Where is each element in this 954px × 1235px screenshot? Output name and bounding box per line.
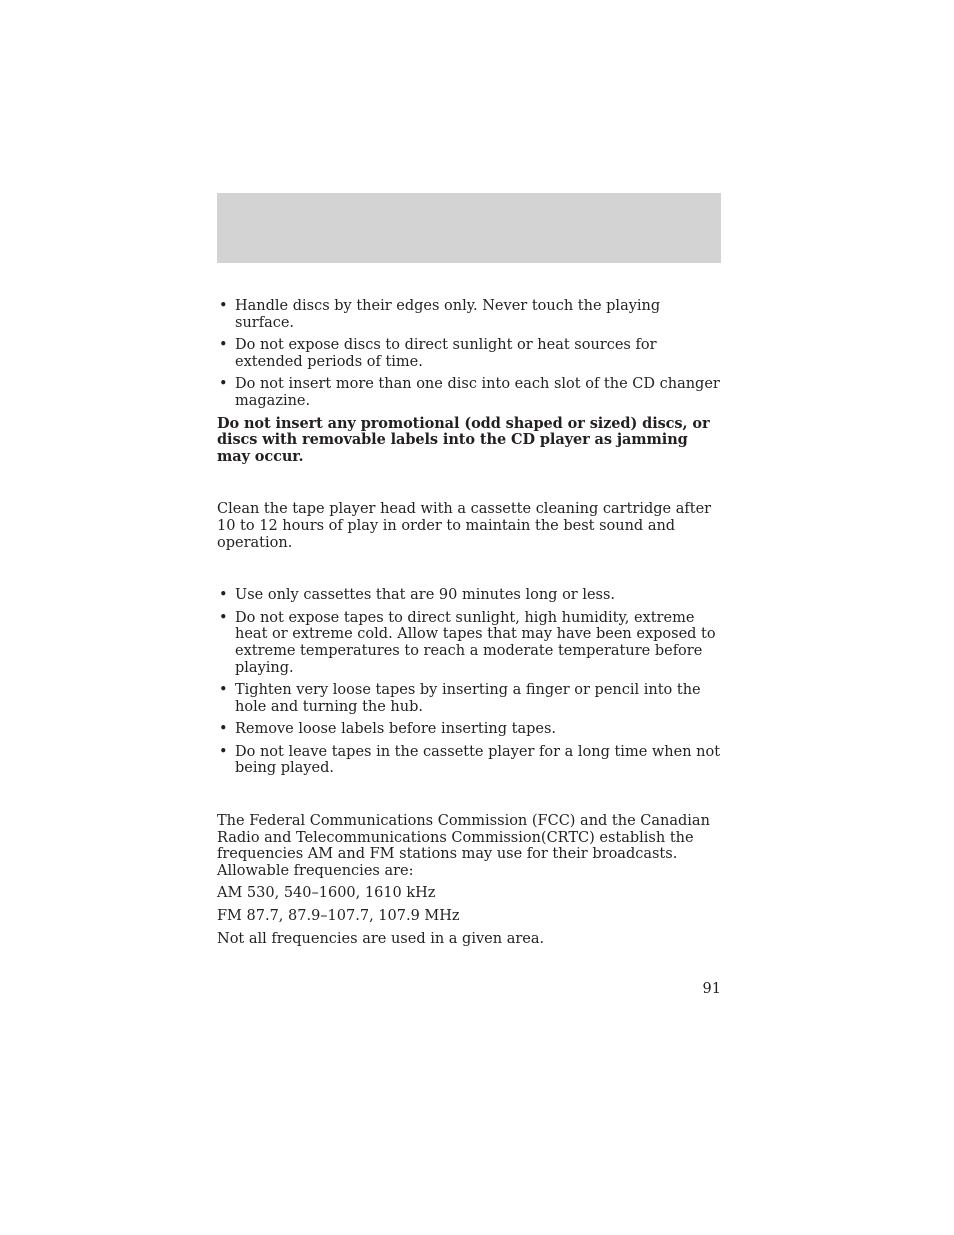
- list-item-text: Handle discs by their edges only. Never touch the playing surface.: [235, 298, 661, 331]
- cassette-care-list: [217, 587, 723, 777]
- cd-care-list: [217, 298, 723, 410]
- frequencies-intro: The Federal Communications Commission (FCC) and the Canadian Radio and Telecommunications Commission(CRTC) establish the frequencies AM and FM stations may use for their broadcasts. Allowable frequencies are:: [217, 813, 710, 879]
- frequencies-note: Not all frequencies are used in a given area.: [217, 930, 545, 947]
- bullet-glyph: •: [219, 743, 228, 760]
- cd-warning: Do not insert any promotional (odd shaped or sized) discs, or discs with removable labels into the CD player as jamming may occur.: [217, 414, 710, 465]
- list-item: [217, 721, 723, 738]
- page-content: [217, 298, 723, 953]
- list-item-text: Use only cassettes that are 90 minutes long or less.: [235, 587, 616, 604]
- list-item: [217, 744, 723, 777]
- am-frequencies: AM 530, 540–1600, 1610 kHz: [217, 885, 436, 902]
- list-item-text: Do not expose tapes to direct sunlight, high humidity, extreme heat or extreme cold. Allow tapes that may have been exposed to extreme temperatures to reach a moderate temperature before playing.: [235, 609, 716, 676]
- list-item: [217, 587, 723, 604]
- header-band: [217, 193, 721, 263]
- bullet-glyph: •: [219, 682, 228, 699]
- page-number: 91: [702, 981, 721, 997]
- list-item-text: Do not leave tapes in the cassette player for a long time when not being played.: [235, 743, 721, 777]
- fm-frequencies: FM 87.7, 87.9–107.7, 107.9 MHz: [217, 908, 460, 925]
- bullet-glyph: •: [219, 587, 228, 604]
- list-item-text: Tighten very loose tapes by inserting a finger or pencil into the hole and turning the hub.: [235, 682, 701, 715]
- list-item: [217, 337, 723, 370]
- bullet-glyph: •: [219, 298, 228, 314]
- list-item-text: Do not insert more than one disc into each slot of the CD changer magazine.: [235, 376, 720, 409]
- list-item: [217, 376, 723, 409]
- list-item: [217, 610, 723, 676]
- list-item: [217, 298, 723, 331]
- list-item: [217, 682, 723, 715]
- list-item-text: Do not expose discs to direct sunlight or heat sources for extended periods of time.: [235, 337, 657, 370]
- tape-head-paragraph: Clean the tape player head with a cassette cleaning cartridge after 10 to 12 hours of play in order to maintain the best sound and operation.: [217, 501, 712, 551]
- bullet-glyph: •: [219, 337, 228, 354]
- bullet-glyph: •: [219, 376, 228, 393]
- list-item-text: Remove loose labels before inserting tapes.: [235, 721, 557, 738]
- bullet-glyph: •: [219, 721, 228, 738]
- bullet-glyph: •: [219, 609, 228, 626]
